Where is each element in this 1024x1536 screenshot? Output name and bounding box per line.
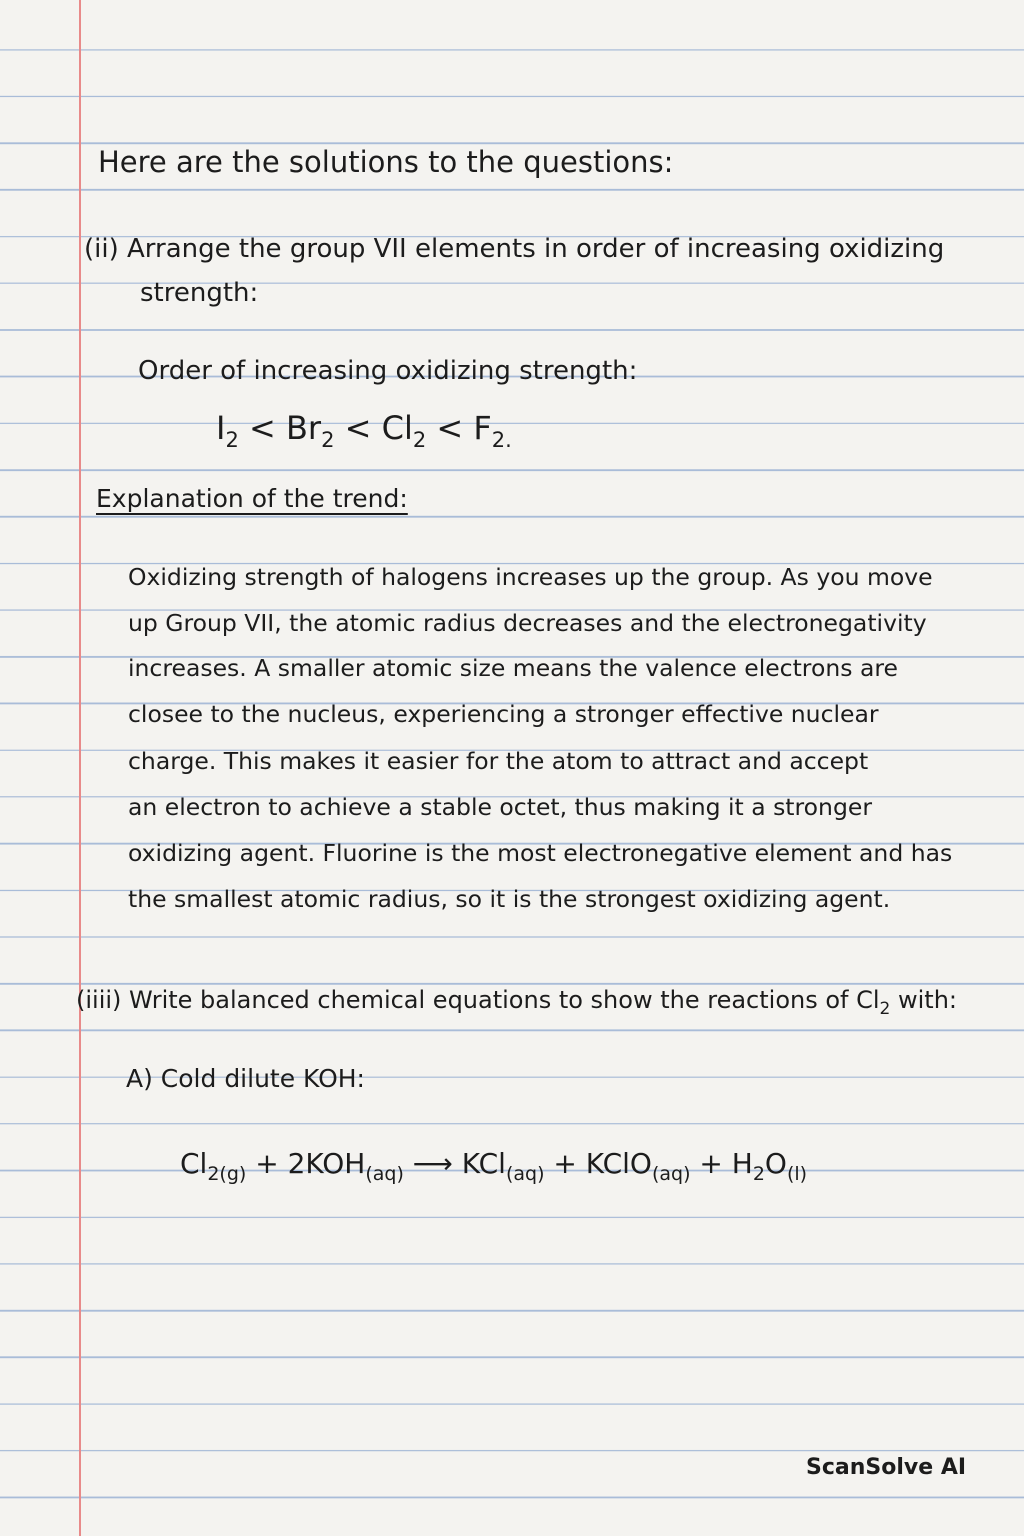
explanation-line: up Group VII, the atomic radius decreases and the electronegativity [128, 609, 927, 637]
oxidizing-sequence [216, 409, 512, 452]
question-ii-label: (ii) [84, 234, 119, 264]
sequence-subscript: 2 [225, 428, 239, 452]
chemical-equation [180, 1147, 808, 1185]
equation-term: ⟶ KCl [403, 1147, 506, 1180]
equation-term: Cl [180, 1147, 208, 1180]
equation-term: + H [690, 1147, 753, 1180]
question-iii-text: Write balanced chemical equations to show the reactions of Cl [129, 986, 880, 1014]
equation-subscript: (aq) [505, 1163, 545, 1185]
explanation-line: Oxidizing strength of halogens increases up the group. As you move [128, 563, 933, 591]
explanation-line: closee to the nucleus, experiencing a stronger effective nuclear [128, 700, 879, 728]
equation-term: + 2KOH [246, 1147, 366, 1180]
sequence-symbol: Cl [381, 409, 413, 447]
equation-subscript: (l) [786, 1163, 808, 1185]
equation-subscript: 2(g) [207, 1163, 247, 1185]
explanation-line: charge. This makes it easier for the atom to attract and accept [128, 747, 869, 775]
explanation-line: increases. A smaller atomic size means the valence electrons are [128, 654, 898, 682]
question-iii-text-end: with: [890, 986, 957, 1014]
equation-term: + KClO [544, 1147, 652, 1180]
sequence-separator: < [334, 409, 382, 447]
explanation-line: oxidizing agent. Fluorine is the most electronegative element and has [128, 839, 953, 867]
question-ii-text-cont: strength: [140, 278, 259, 308]
explanation-line: the smallest atomic radius, so it is the strongest oxidizing agent. [128, 885, 891, 913]
sequence-symbol: Br [285, 409, 322, 447]
equation-subscript: (aq) [651, 1163, 691, 1185]
part-a-label: A) Cold dilute KOH: [126, 1064, 365, 1093]
explanation-line: an electron to achieve a stable octet, thus making it a stronger [128, 793, 872, 821]
brand-watermark: ScanSolve AI [806, 1455, 967, 1480]
explanation-heading: Explanation of the trend: [96, 484, 408, 513]
sequence-subscript: 2 [321, 428, 335, 452]
margin-line [79, 0, 81, 1536]
sequence-symbol: I [216, 409, 226, 447]
order-label: Order of increasing oxidizing strength: [138, 356, 638, 386]
question-iii-label: (iiii) [76, 986, 122, 1014]
equation-term: O [764, 1147, 787, 1180]
question-ii [84, 236, 944, 262]
equation-subscript: (aq) [365, 1163, 404, 1185]
question-ii-text: Arrange the group VII elements in order of increasing oxidizing [127, 234, 945, 264]
sequence-subscript: 2. [491, 428, 512, 452]
intro-text: Here are the solutions to the questions: [98, 145, 674, 179]
sequence-subscript: 2 [412, 428, 427, 452]
question-iii-subscript: 2 [879, 999, 891, 1019]
question-iii [76, 988, 957, 1018]
equation-subscript: 2 [752, 1163, 765, 1185]
sequence-symbol: F [473, 409, 492, 447]
sequence-separator: < [426, 409, 474, 447]
sequence-separator: < [238, 409, 286, 447]
